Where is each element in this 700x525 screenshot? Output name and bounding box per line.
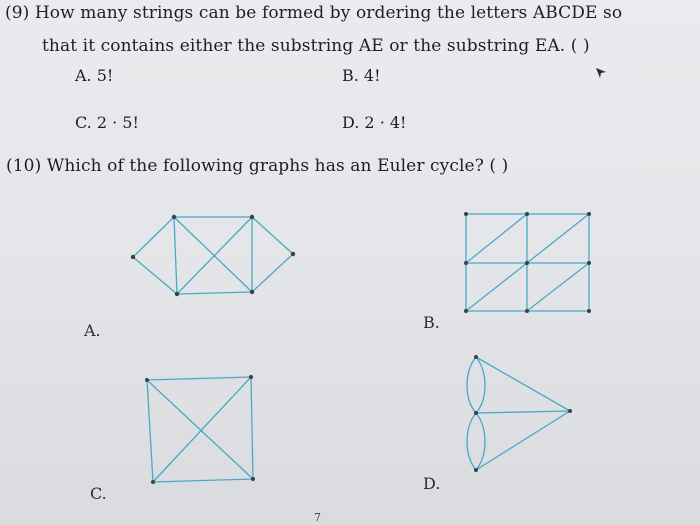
graph-d-vertex: [568, 409, 572, 413]
q10-label-c: C.: [90, 484, 107, 503]
graph-d-edge: [476, 357, 570, 411]
graph-d-vertex: [474, 411, 478, 415]
graph-d-vertex: [474, 468, 478, 472]
q9-option-d: D. 2 · 4!: [342, 113, 407, 132]
graph-d-edge: [467, 413, 476, 470]
graph-d-edge: [467, 357, 476, 413]
q10-label-b: B.: [423, 313, 440, 332]
q9-line-2: that it contains either the substring AE or the substring EA. ( ): [42, 36, 590, 56]
q10-label-a: A.: [84, 321, 101, 340]
graph-d-vertex: [474, 355, 478, 359]
graph-d-edge: [476, 411, 570, 413]
q10-prompt: (10) Which of the following graphs has an Euler cycle? ( ): [6, 156, 509, 176]
q9-option-c: C. 2 · 5!: [75, 113, 139, 132]
graph-d-edge: [476, 357, 485, 413]
graph-d-edge: [476, 411, 570, 470]
q10-label-d: D.: [423, 474, 441, 493]
graph-d-edge: [476, 413, 485, 470]
page-number: 7: [314, 511, 321, 524]
q9-option-a: A. 5!: [75, 66, 114, 85]
q9-option-b: B. 4!: [342, 66, 381, 85]
q9-line-1: (9) How many strings can be formed by ordering the letters ABCDE so: [5, 3, 623, 23]
